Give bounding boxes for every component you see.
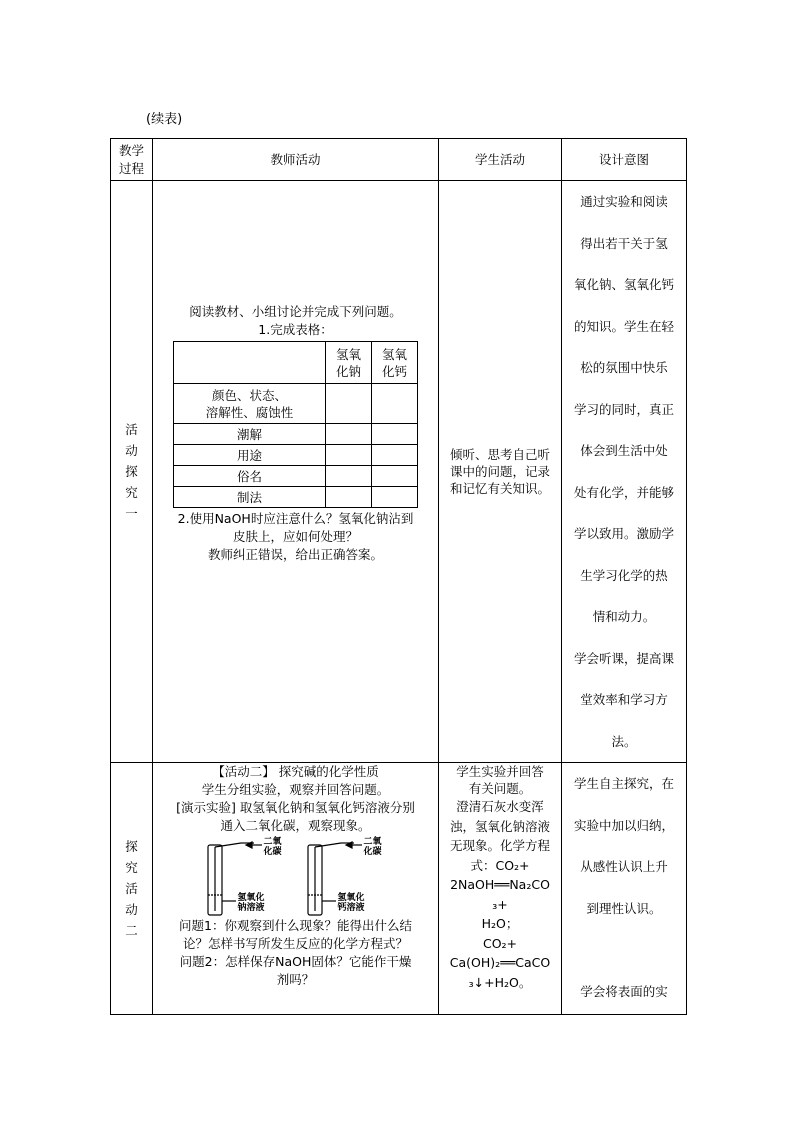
activity-one-row: [111, 181, 687, 763]
naoh-solution-label: 氢氧化 钠溶液: [237, 893, 265, 913]
header-intent: 设计意图: [562, 139, 687, 181]
activity-two-teacher: 【活动二】 探究碱的化学性质 学生分组实验，观察并回答问题。 [演示实验] 取氢氧化钠和氢氧化钙溶液分别 通入二氧化碳，观察现象。 二氧 化碳 二氧 化碳 氢氧化 钠溶液 氢氧化 钙溶液 问题1：你观察到什么现象？能得出什么结 论？怎样书写所发生反应的化学方程式？ 问题2：怎样保存NaOH固体？它能作干燥 剂吗？: [153, 763, 439, 1015]
activity-one-teacher: [153, 181, 439, 763]
teacher-q1: 1.完成表格：: [258, 322, 333, 337]
co2-label-right: 二氧 化碳: [363, 837, 382, 857]
activity-one-label: 活 动 探 究 一: [111, 181, 153, 763]
header-row: [111, 139, 687, 181]
header-teacher: 教师活动: [153, 139, 439, 181]
teacher-q2: 2.使用NaOH时应注意什么？氢氧化钠沾到 皮肤上，应如何处理？: [177, 511, 414, 544]
col-caoh2: 氢氧 化钙: [372, 342, 418, 384]
row-common-name: 俗名: [174, 466, 326, 487]
activity-two-label: 探 究 活 动 二: [111, 763, 153, 1015]
activity-two-intent: 学生自主探究，在 实验中加以归纳， 从感性认识上升 到理性认识。 学会将表面的实: [562, 763, 687, 1015]
activity-one-student: 倾听、思考自己听 课中的问题，记录 和记忆有关知识。: [439, 181, 562, 763]
row-properties: 颜色、状态、 溶解性、腐蚀性: [174, 384, 326, 424]
co2-label-left: 二氧 化碳: [263, 837, 282, 857]
row-preparation: 制法: [174, 487, 326, 508]
caoh2-solution-label: 氢氧化 钙溶液: [337, 893, 365, 913]
teacher-end: 教师纠正错误，给出正确答案。: [207, 547, 383, 562]
activity-two-row: [111, 763, 687, 1015]
table-caption: (续表): [146, 112, 183, 127]
activity-one-intent: 通过实验和阅读 得出若干关于氢 氧化钠、氢氧化钙 的知识。学生在轻 松的氛围中快乐 学习的同时，真正 体会到生活中处 处有化学，并能够 学以致用。激励学 生学习化学的热 情和动力。 学会听课，提高课 堂效率和学习方 法。: [562, 181, 687, 763]
teacher-intro: 阅读教材、小组讨论并完成下列问题。: [189, 304, 402, 319]
co2-experiment-diagram: [196, 837, 396, 917]
col-naoh: 氢氧 化钠: [326, 342, 372, 384]
property-table: [173, 341, 418, 508]
row-deliquescence: 潮解: [174, 424, 326, 445]
activity-two-student: 学生实验并回答 有关问题。 澄清石灰水变浑 浊，氢氧化钠溶液 无现象。化学方程 式：CO₂+ 2NaOH══Na₂CO ₃+ H₂O； CO₂+ Ca(OH)₂══CaCO ₃↓+H₂O。: [439, 763, 562, 1015]
lesson-plan-table: [110, 138, 687, 1015]
header-process: 教学 过程: [111, 139, 153, 181]
row-use: 用途: [174, 445, 326, 466]
header-student: 学生活动: [439, 139, 562, 181]
